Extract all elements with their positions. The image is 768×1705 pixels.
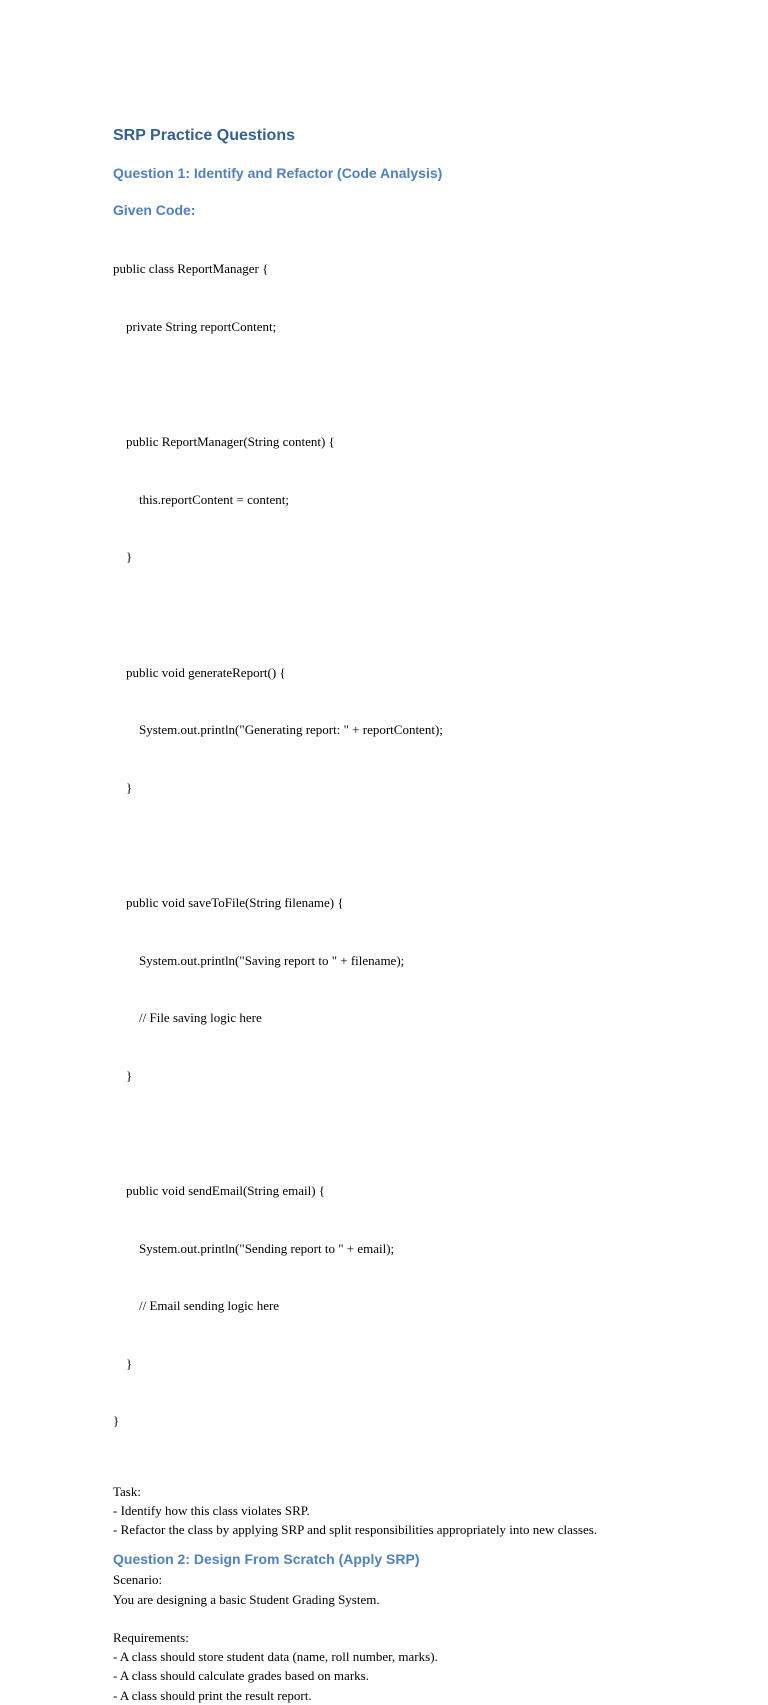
code-line: } — [113, 549, 133, 565]
code-line — [113, 835, 653, 854]
document-title: SRP Practice Questions — [113, 127, 295, 144]
code-line: } — [113, 779, 133, 795]
requirement-item: - A class should store student data (name, roll number, marks). — [113, 1649, 438, 1665]
task-label: Task: — [113, 1483, 141, 1499]
code-line: } — [113, 1413, 120, 1429]
requirement-item: - A class should print the result report. — [113, 1687, 312, 1703]
code-line: System.out.println("Generating report: " + reportContent); — [113, 722, 443, 738]
code-line — [113, 1123, 653, 1142]
question-2-heading: Question 2: Design From Scratch (Apply SRP) — [113, 1551, 420, 1568]
code-line: System.out.println("Sending report to " + email); — [113, 1240, 395, 1256]
given-code-heading: Given Code: — [113, 202, 196, 218]
code-line — [113, 375, 653, 394]
code-line: public void saveToFile(String filename) { — [113, 894, 344, 910]
task-item: - Identify how this class violates SRP. — [113, 1503, 310, 1519]
requirement-item: - A class should calculate grades based on marks. — [113, 1668, 369, 1684]
code-line: // Email sending logic here — [113, 1298, 280, 1314]
task-section — [113, 1482, 653, 1540]
code-line: public void generateReport() { — [113, 664, 286, 680]
code-line: private String reportContent; — [113, 319, 277, 334]
code-line: // File saving logic here — [113, 1010, 262, 1026]
scenario-text: You are designing a basic Student Grading System. — [113, 1591, 380, 1607]
code-line: } — [113, 1355, 133, 1371]
code-block — [113, 221, 653, 1469]
task-item: - Refactor the class by applying SRP and split responsibilities appropriately into new classes. — [113, 1522, 598, 1538]
question-1-heading: Question 1: Identify and Refactor (Code Analysis) — [113, 165, 443, 181]
code-line: public void sendEmail(String email) { — [113, 1182, 326, 1198]
code-line: public ReportManager(String content) { — [113, 434, 335, 450]
scenario-section — [113, 1570, 653, 1704]
requirements-label: Requirements: — [113, 1630, 189, 1646]
scenario-label: Scenario: — [113, 1572, 163, 1588]
code-line: this.reportContent = content; — [113, 491, 289, 507]
code-line — [113, 605, 653, 624]
document-content — [113, 124, 653, 1705]
blank-line — [113, 1609, 653, 1628]
code-line: System.out.println("Saving report to " + filename); — [113, 952, 405, 968]
code-line: public class ReportManager { — [113, 261, 269, 277]
code-line: } — [113, 1067, 133, 1083]
